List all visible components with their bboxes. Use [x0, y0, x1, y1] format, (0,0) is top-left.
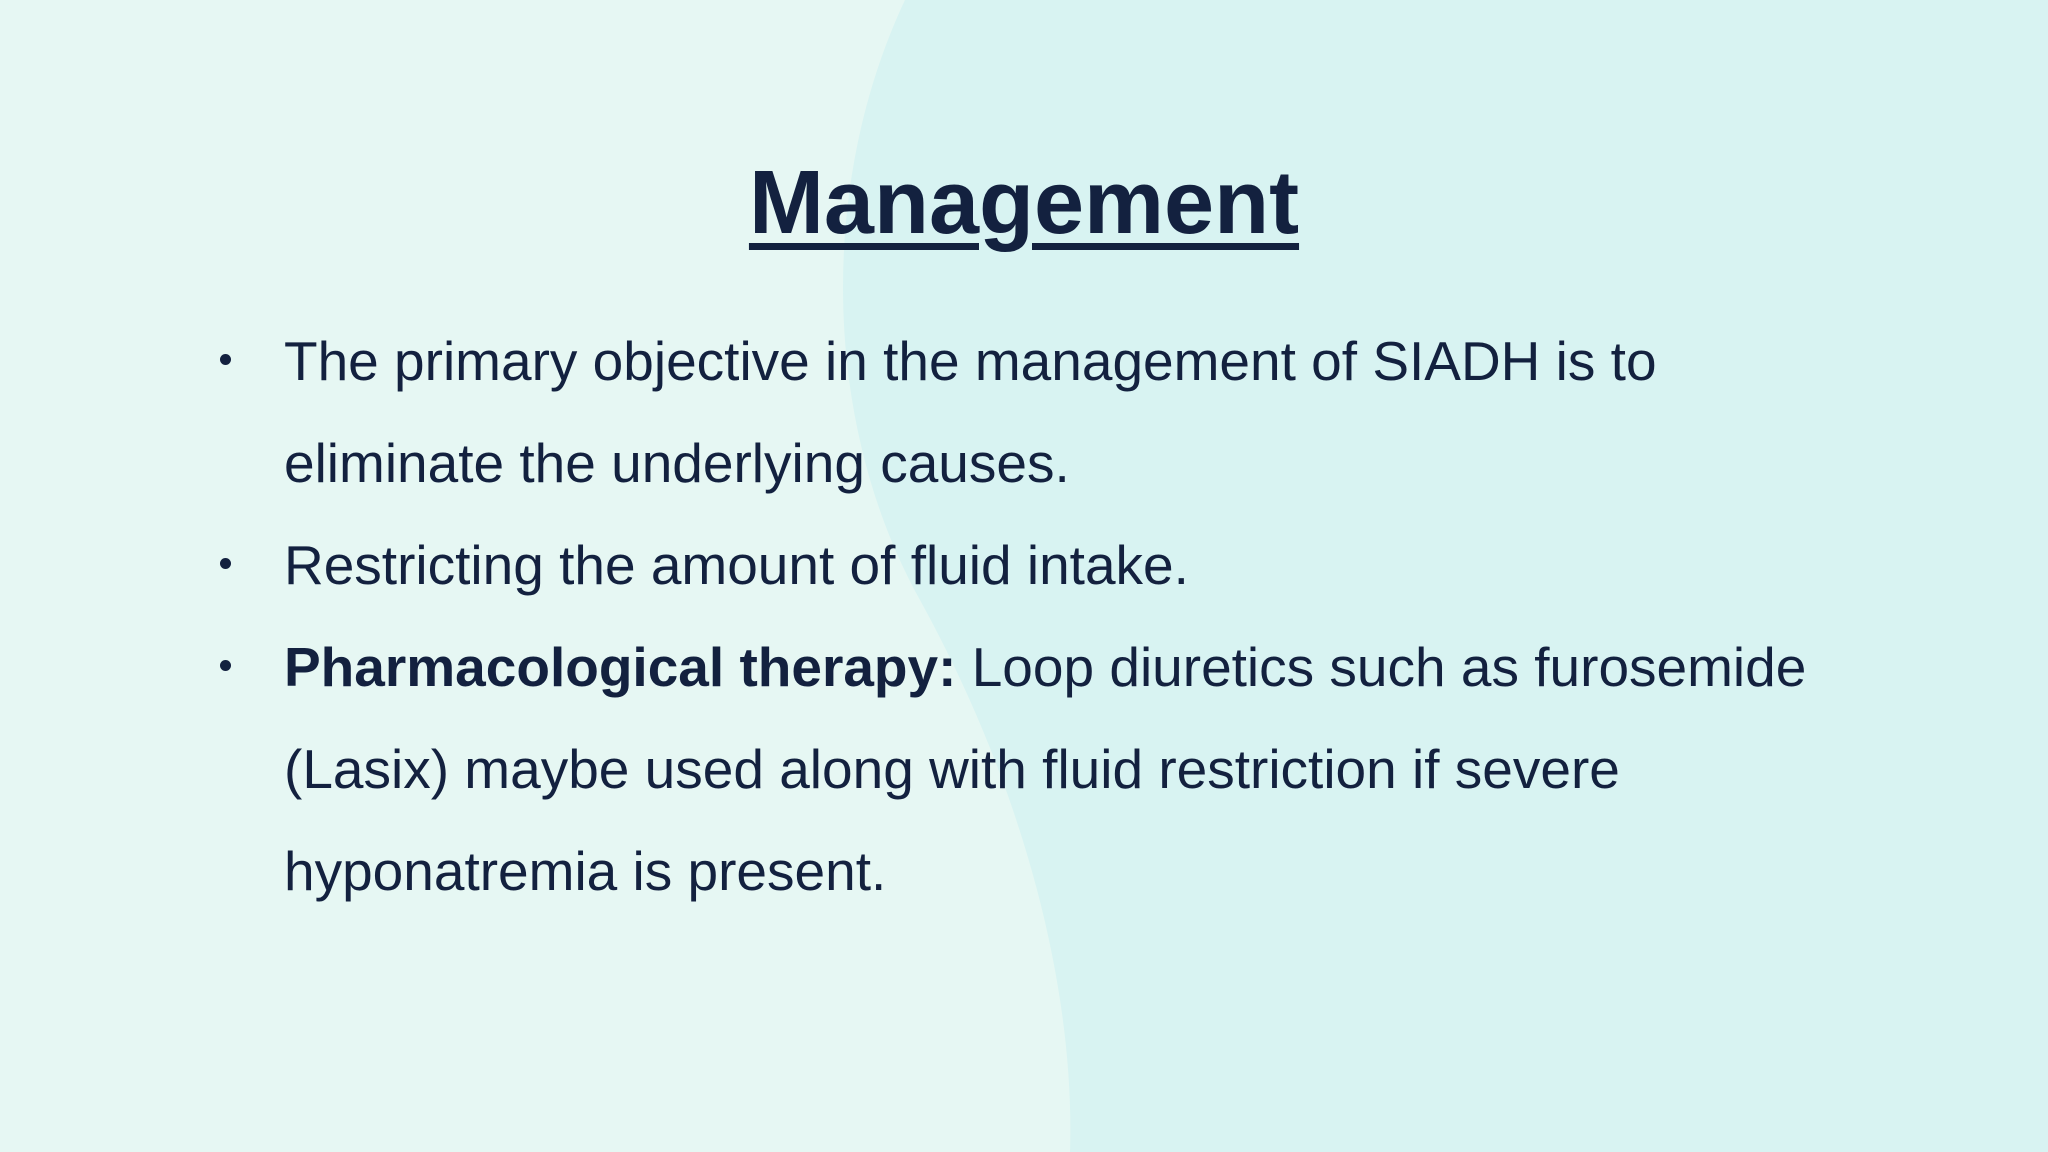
bullet-bold-label: Pharmacological therapy: [284, 636, 957, 698]
bullet-text: Restricting the amount of fluid intake. [284, 534, 1189, 596]
bullet-item [214, 616, 1874, 922]
bullet-dot-icon [220, 354, 231, 365]
bullet-list [214, 310, 1874, 922]
bullet-item [214, 310, 1874, 514]
bullet-text: Loop diuretics such as furosemide (Lasix) maybe used along with fluid restriction if severe hyponatremia is present. [284, 636, 1807, 902]
bullet-item [214, 514, 1874, 616]
bullet-dot-icon [220, 558, 231, 569]
bullet-text: The primary objective in the management of SIADH is to eliminate the underlying causes. [284, 330, 1657, 494]
bullet-dot-icon [220, 660, 231, 671]
slide-title: Management [748, 153, 1300, 253]
